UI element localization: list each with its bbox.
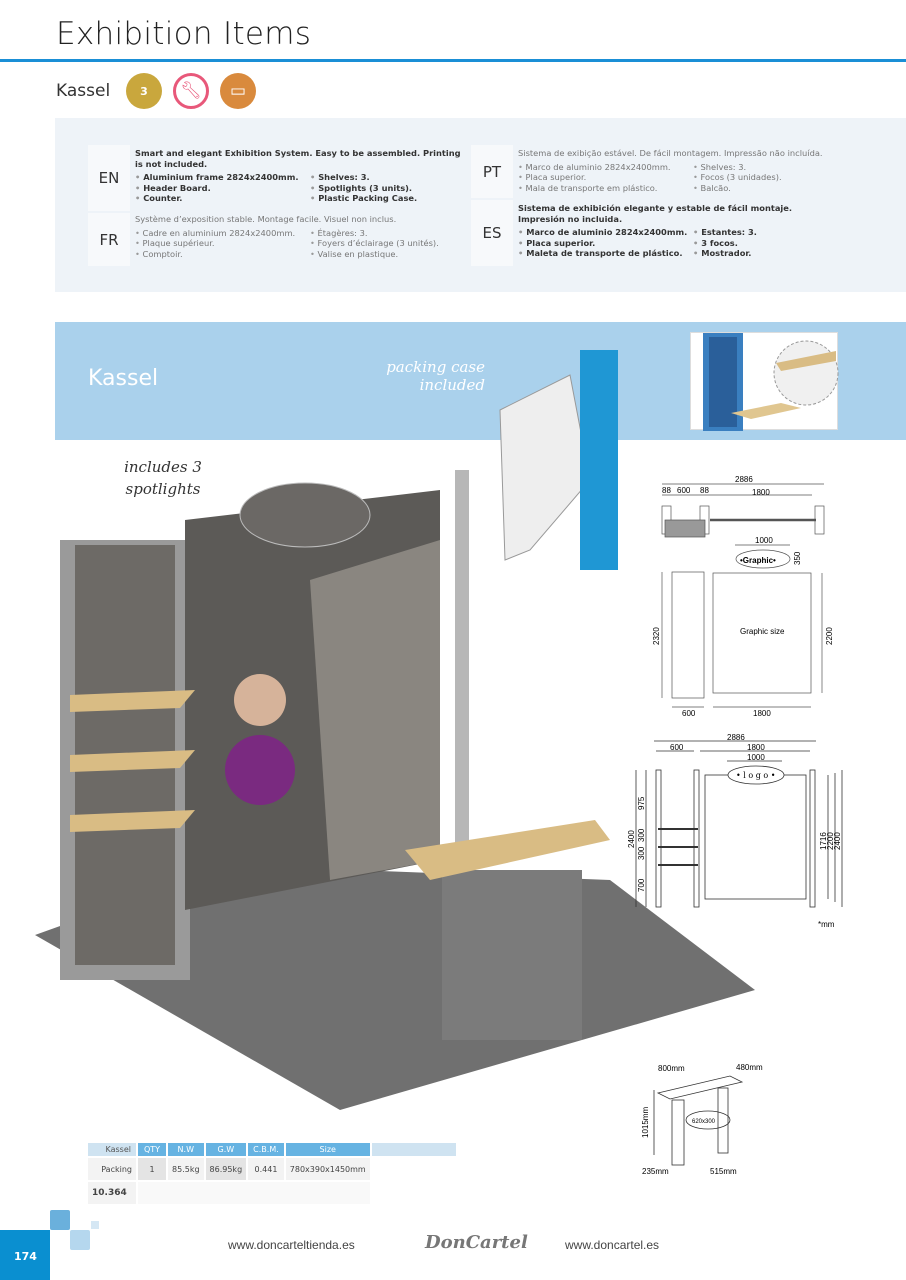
bullet: • Plastic Packing Case. [310,193,470,204]
dim-w1: 600 [682,709,696,718]
dim-total: 2886 [735,475,753,484]
unit-note: *mm [818,920,835,929]
front-v1: 975 [637,796,646,810]
desc-en [135,148,465,204]
bullet: • Mala de transporte em plástico. [518,183,693,194]
front-r2: 2200 [826,832,835,850]
dim-a: 88 [662,486,671,495]
footer-link-shop[interactable]: www.doncarteltienda.es [228,1238,355,1252]
decor-square [70,1230,90,1250]
decor-square [91,1221,99,1229]
bullet: • Foyers d’éclairage (3 unités). [310,238,470,249]
bullet: • Shelves: 3. [693,162,853,173]
bullet: • Shelves: 3. [310,172,470,183]
front-r3: 2400 [833,832,842,850]
th-gw: G.W [206,1143,247,1156]
header-board [240,483,370,547]
th-cbm: C.B.M. [248,1143,284,1156]
bullet: • Maleta de transporte de plástico. [518,248,693,259]
bullet: • Placa superior. [518,172,693,183]
dim-header-w: 1000 [755,536,773,545]
dim-w2: 1800 [753,709,771,718]
counter-depth: 480mm [736,1063,763,1072]
th-size: Size [286,1143,370,1156]
bullet: • Mostrador. [693,248,853,259]
bullet: • Counter. [135,193,310,204]
dimension-drawing-top [640,470,850,730]
counter-height: 1015mm [641,1106,650,1138]
intro-fr: Système d’exposition stable. Montage facile. Visuel non inclus. [135,214,397,224]
page-title: Exhibition Items [56,16,312,52]
bullet: • Marco de aluminio 2824x2400mm. [518,162,693,173]
front-v4: 700 [637,878,646,892]
dimension-drawing-front [627,730,850,930]
cell-gw: 86.95kg [206,1158,247,1180]
lang-fr: FR [88,213,130,266]
desc-es [518,203,818,259]
bullet: • 3 focos. [693,238,853,249]
intro-pt: Sistema de exibição estável. De fácil montagem. Impressão não incluída. [518,148,823,158]
front-w2: 1800 [747,743,765,752]
front-header-w: 1000 [747,753,765,762]
intro-es: Sistema de exhibición elegante y estable de fácil montaje. Impresión no incluida. [518,203,793,224]
dim-header-h: 350 [793,551,802,565]
th-name: Kassel [88,1143,136,1156]
header-label: •Graphic• [740,556,776,565]
logo-label: • l o g o • [736,771,776,780]
decor-square [50,1210,70,1230]
counter-graphic: 620x300 [692,1119,716,1125]
page-number: 174 [0,1230,50,1280]
packing-note: packing case included [386,358,485,394]
cell-size: 780x390x1450mm [286,1158,370,1180]
front-total: 2886 [727,733,745,742]
row-label: Packing [88,1158,136,1180]
banner-title: Kassel [88,366,159,391]
person-graphic [225,735,295,805]
counter-drawing [630,1058,790,1183]
dim-h2: 2200 [825,627,834,645]
counter-b1: 235mm [642,1167,669,1176]
bullet: • Header Board. [135,183,310,194]
th-qty: QTY [138,1143,166,1156]
lang-en: EN [88,145,130,211]
front-v2: 300 [637,828,646,842]
bullet: • Focos (3 unidades). [693,172,853,183]
bullet: • Aluminium frame 2824x2400mm. [135,172,310,183]
booth-photo [30,440,630,1120]
bullet: • Placa superior. [518,238,693,249]
reference-code: 10.364 [88,1182,136,1204]
bullet: • Valise en plastique. [310,249,470,260]
front-vtotal: 2400 [627,830,636,848]
case-icon: ▭ [220,73,256,109]
bullet: • Marco de aluminio 2824x2400mm. [518,227,693,238]
bullet: • Comptoir. [135,249,310,260]
th-nw: N.W [168,1143,204,1156]
dim-d: 1800 [752,488,770,497]
spec-table [86,1141,458,1206]
bullet: • Estantes: 3. [693,227,853,238]
front-v3: 300 [637,846,646,860]
front-w1: 600 [670,743,684,752]
lang-es: ES [471,200,513,266]
counter-b2: 515mm [710,1167,737,1176]
front-r1: 1716 [819,832,828,850]
intro-en: Smart and elegant Exhibition System. Easy to be assembled. Printing is not included. [135,148,461,169]
cell-cbm: 0.441 [248,1158,284,1180]
bullet: • Cadre en aluminium 2824x2400mm. [135,228,310,239]
desc-fr [135,214,465,259]
th-blank [372,1143,456,1156]
product-subtitle: Kassel [56,81,111,101]
graphic-size-label: Graphic size [740,627,785,636]
dim-h1: 2320 [652,627,661,645]
cell-nw: 85.5kg [168,1158,204,1180]
wrench-icon: 🔧︎ [173,73,209,109]
counter [442,870,582,1040]
spotlight-3-icon [126,73,162,109]
bullet: • Balcão. [693,183,853,194]
dim-c: 88 [700,486,709,495]
lang-pt: PT [471,145,513,198]
spotlights-annotation: includes 3 spotlights [124,458,202,498]
bullet: • Spotlights (3 units). [310,183,470,194]
cell-qty: 1 [138,1158,166,1180]
footer-link-site[interactable]: www.doncartel.es [565,1238,660,1252]
shelf-detail-image [690,332,838,430]
doncartel-logo: DonCartel [425,1232,528,1253]
person-silhouette [580,350,618,570]
desc-pt [518,148,858,193]
bullet: • Étagères: 3. [310,228,470,239]
title-divider [0,59,906,62]
dim-b: 600 [677,486,691,495]
counter-width: 800mm [658,1064,685,1073]
bullet: • Plaque supérieur. [135,238,310,249]
spotlight-count: 3 [140,84,148,98]
